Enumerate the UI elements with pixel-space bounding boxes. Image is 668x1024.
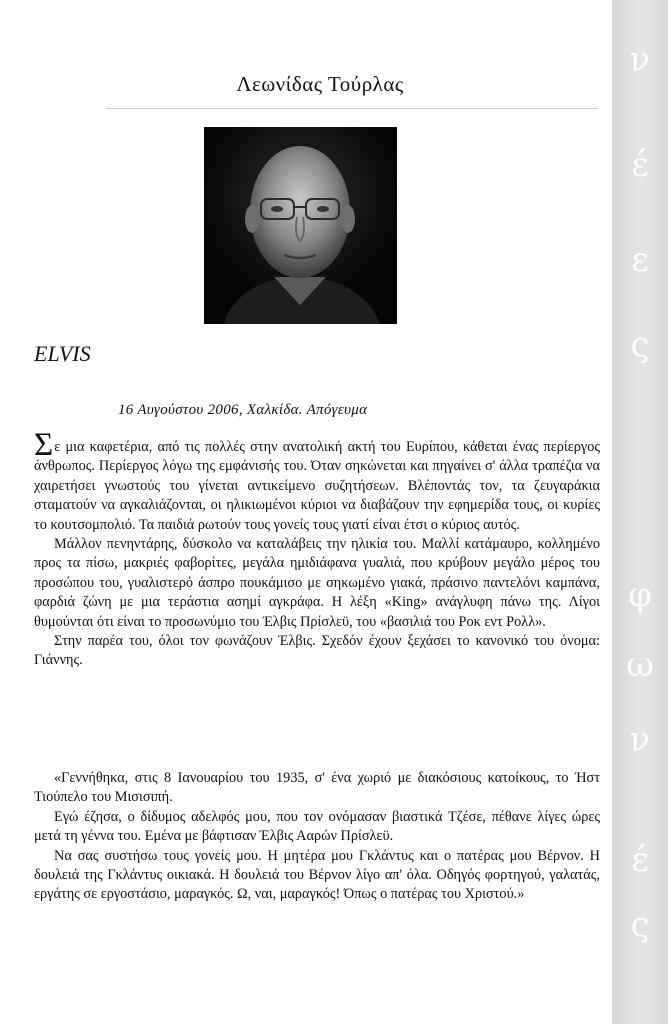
- portrait-image: [204, 127, 397, 324]
- paragraph-text: ε μια καφετέρια, από τις πολλές στην ανατολική ακτή του Ευρίπου, κάθεται ένας περίεργος άνθρωπος. Περίεργος λόγω της εμφάνισής του. Όταν σηκώνεται και πηγαίνει σ' άλλα τραπέζια να χαιρετήσει γνωστούς του γίνεται αντικείμενο συζητήσεων. Βλέποντάς τον, τα ζευγαράκια σταματούν να αγκαλιάζονται, οι ηλικιωμένοι κύριοι να διαβάζουν την εφημερίδα τους, οι κυρίες το κουτσομπολιό. Τα παιδιά ρωτούν τους γονείς τους γιατί είναι έτσι ο κύριος αυτός.: [34, 439, 600, 533]
- sidebar-letter: ς: [630, 325, 650, 365]
- paragraph: «Γεννήθηκα, στις 8 Ιανουαρίου του 1935, σ' ένα χωριό με διακόσιους κατοίκους, το Ήστ Τιούπελο του Μισισιπή.: [34, 770, 600, 806]
- author-photo: [204, 127, 397, 324]
- sidebar-letter: ν: [629, 720, 651, 760]
- sidebar-letter: φ: [628, 575, 652, 615]
- paragraph: Στην παρέα του, όλοι τον φωνάζουν Έλβις. Σχεδόν έχουν ξεχάσει το κανονικό του όνομα: Γιάννης.: [34, 633, 600, 669]
- paragraph: Να σας συστήσω τους γονείς μου. Η μητέρα μου Γκλάντυς και ο πατέρας μου Βέρνον. Η δουλειά της Γκλάντυς οικιακά. Η δουλειά του Βέρνον λίγο απ' όλα. Οδηγός φορτηγού, γαλατάς, εργάτης σε εργοστάσιο, μαραγκός. Ω, ναι, μαραγκός! Όπως ο πατέρας του Χριστού.»: [34, 847, 600, 903]
- paragraph: [34, 427, 600, 535]
- sidebar-letter: ε: [631, 240, 649, 280]
- sidebar-letter: ν: [629, 40, 651, 80]
- body-text: [34, 427, 600, 671]
- sidebar-letter: έ: [631, 840, 649, 880]
- header-rule: [106, 108, 598, 109]
- story-title: ELVIS: [34, 341, 91, 366]
- dateline: 16 Αυγούστου 2006, Χαλκίδα. Απόγευμα: [118, 402, 368, 418]
- drop-cap: Σ: [34, 427, 54, 463]
- paragraph: Εγώ έζησα, ο δίδυμος αδελφός μου, που τον ονόμασαν βιαστικά Τζέσε, πέθανε λίγες ώρες μετά τη γέννα του. Εμένα με βάφτισαν Έλβις Ααρών Πρίσλεϋ.: [34, 808, 600, 845]
- author-name: Λεωνίδας Τούρλας: [236, 72, 404, 96]
- series-sidebar: [612, 0, 668, 1024]
- paragraph: Μάλλον πενηντάρης, δύσκολο να καταλάβεις την ηλικία του. Μαλλί κατάμαυρο, κολλημένο προς τα πίσω, μακριές φαβορίτες, μεγάλα ημιδιάφανα γυαλιά, που κρύβουν μεγάλο μέρος του προσώπου του, γυαλιστερό άσπρο πουκάμισο με σηκωμένο γιακά, πράσινο παντελόνι καμπάνα, φαρδιά ζώνη με μια τεράστια ασημί αγκράφα. Η λέξη «King» ανάγλυφη πάνω της. Λίγοι θυμούνται ότι είναι το προσωνύμιο του Έλβις Πρίσλεϋ, του «βασιλιά του Ροκ εντ Ρολλ».: [34, 536, 600, 630]
- sidebar-letter: ω: [626, 645, 654, 685]
- sidebar-letter: ς: [630, 905, 650, 945]
- quote-text: [34, 769, 600, 905]
- sidebar-letter: έ: [631, 145, 649, 185]
